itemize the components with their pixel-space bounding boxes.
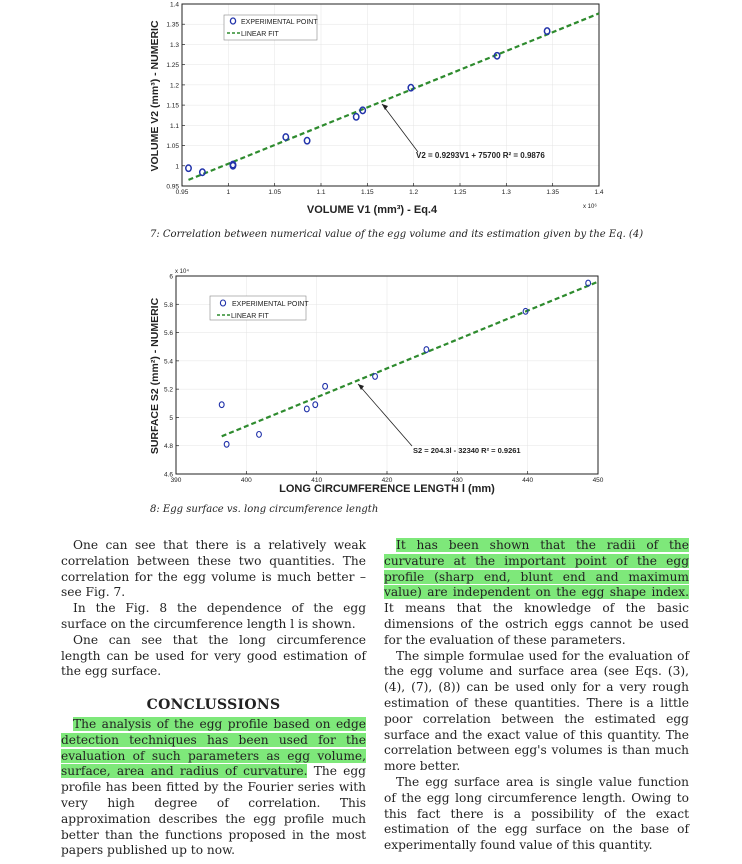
- y-tick-label: 5.2: [163, 386, 173, 394]
- data-point: [224, 441, 229, 447]
- data-point: [408, 85, 413, 91]
- legend-label-fit: LINEAR FIT: [241, 31, 279, 38]
- paragraph: One can see that there is a relatively weak correlation between these two quantities. The correlation for the egg volume is much better – see Fig. 7.: [61, 538, 366, 600]
- figure-8-caption: 8: Egg surface vs. long circumference length: [150, 504, 379, 515]
- left-column: [61, 538, 366, 859]
- figure-7-caption: 7: Correlation between numerical value of the egg volume and its estimation given by the Eq. (4): [150, 229, 644, 240]
- highlighted-text: The analysis of the egg profile based on edge detection techniques has been used for the evaluation of such parameters as egg volume, surface, area and radius of curvature.: [61, 716, 366, 779]
- x-tick-label: 450: [592, 477, 604, 484]
- x-tick-label: 420: [381, 477, 393, 484]
- x-axis-label: VOLUME V1 (mm³) - Eq.4: [306, 204, 438, 216]
- y-tick-label: 5.6: [163, 330, 173, 338]
- x-tick-label: 1.4: [594, 189, 604, 196]
- paragraph: [384, 538, 689, 649]
- paragraph: The egg surface area is single value function of the egg long circumference length. Owing to this fact there is a possibility of the exact estimation of the egg surface on the base of experimentally found value of this quantity.: [384, 774, 689, 853]
- y-tick-label: 4.6: [163, 471, 173, 479]
- x-tick-label: 1.3: [501, 189, 511, 196]
- annotation-arrow: [382, 104, 418, 152]
- fit-equation-label: S2 = 204.3l - 32340 R² = 0.9261: [413, 446, 521, 455]
- paragraph: In the Fig. 8 the dependence of the egg surface on the circumference length l is shown.: [61, 601, 366, 631]
- data-point: [424, 347, 429, 353]
- x-tick-label: 1.1: [316, 189, 326, 196]
- y-tick-label: 6: [169, 273, 173, 281]
- x-axis-label: LONG CIRCUMFERENCE LENGTH l (mm): [279, 483, 495, 495]
- figure-7-chart: [0, 0, 742, 230]
- figure-8-chart: [0, 262, 742, 502]
- data-point: [304, 406, 309, 412]
- x-tick-label: 1: [226, 189, 231, 196]
- y-tick-label: 1.3: [169, 41, 179, 49]
- y-axis-label: VOLUME V2 (mm³) - NUMERIC: [149, 20, 161, 172]
- x-tick-label: 430: [451, 477, 463, 484]
- y-tick-label: 5.8: [163, 301, 173, 309]
- x-tick-label: 0.95: [175, 189, 189, 196]
- y-tick-label: 1: [175, 163, 179, 171]
- data-point: [354, 114, 359, 120]
- legend-label-points: EXPERIMENTAL POINT: [241, 19, 318, 26]
- data-point: [373, 374, 378, 380]
- x-tick-label: 1.35: [546, 189, 559, 196]
- y-tick-label: 1.4: [169, 1, 179, 9]
- x-tick-label: 440: [522, 477, 534, 484]
- annotation-arrow: [358, 384, 412, 446]
- x-tick-label: 410: [311, 477, 323, 484]
- y-tick-label: 1.2: [169, 82, 179, 90]
- paragraph: One can see that the long circumference length can be used for very good estimation of the egg surface.: [61, 632, 366, 679]
- y-tick-label: 1.05: [166, 143, 179, 151]
- fit-equation-label: V2 = 0.9293V1 + 75700 R² = 0.9876: [416, 151, 545, 160]
- data-point: [313, 402, 318, 408]
- y-exponent-label: x 10⁴: [175, 269, 189, 275]
- x-tick-label: 1.15: [361, 189, 374, 196]
- paragraph-text: The egg profile has been fitted by the Fourier series with very high degree of correlation. This approximation describes the egg profile much better than the functions proposed in the most papers published up to now.: [61, 764, 366, 858]
- y-tick-label: 4.8: [163, 443, 173, 451]
- y-tick-label: 5.4: [163, 358, 173, 366]
- x-exponent-label: x 10⁶: [583, 204, 597, 210]
- x-tick-label: 1.05: [268, 189, 281, 196]
- y-tick-label: 0.95: [166, 183, 179, 191]
- data-point: [304, 138, 309, 144]
- section-heading: CONCLUSSIONS: [146, 697, 281, 714]
- x-tick-label: 400: [240, 477, 252, 484]
- x-tick-label: 1.25: [453, 189, 467, 196]
- right-column: [384, 538, 689, 854]
- y-tick-label: 1.15: [166, 102, 179, 110]
- legend-label-fit: LINEAR FIT: [231, 313, 269, 320]
- y-tick-label: 1.1: [169, 122, 179, 130]
- y-tick-label: 5: [169, 414, 173, 422]
- data-point: [257, 432, 262, 438]
- data-point: [323, 383, 328, 389]
- paragraph-text: It means that the knowledge of the basic dimensions of the ostrich eggs cannot be used for the evaluation of these parameters.: [384, 601, 689, 647]
- x-tick-label: 390: [170, 477, 182, 484]
- legend-label-points: EXPERIMENTAL POINT: [232, 301, 309, 308]
- paragraph: [61, 717, 366, 859]
- paragraph: The simple formulae used for the evaluation of the egg volume and surface area (see Eqs. (3), (4), (7), (8)) can be used only for a very rough estimation of these quantities. There is a little poor correlation between the estimated egg surface and the exact value of this quantity. The correlation between egg's volumes is than much more better.: [384, 648, 689, 774]
- data-point: [219, 402, 224, 408]
- y-axis-label: SURFACE S2 (mm²) - NUMERIC: [149, 297, 161, 455]
- highlighted-text: It has been shown that the radii of the curvature at the important point of the egg profile (sharp end, blunt end and maximum value) are independent on the egg shape index.: [384, 538, 689, 600]
- x-tick-label: 1.2: [409, 189, 419, 196]
- y-tick-label: 1.25: [166, 62, 179, 70]
- y-tick-label: 1.35: [166, 21, 179, 29]
- data-point: [200, 169, 205, 175]
